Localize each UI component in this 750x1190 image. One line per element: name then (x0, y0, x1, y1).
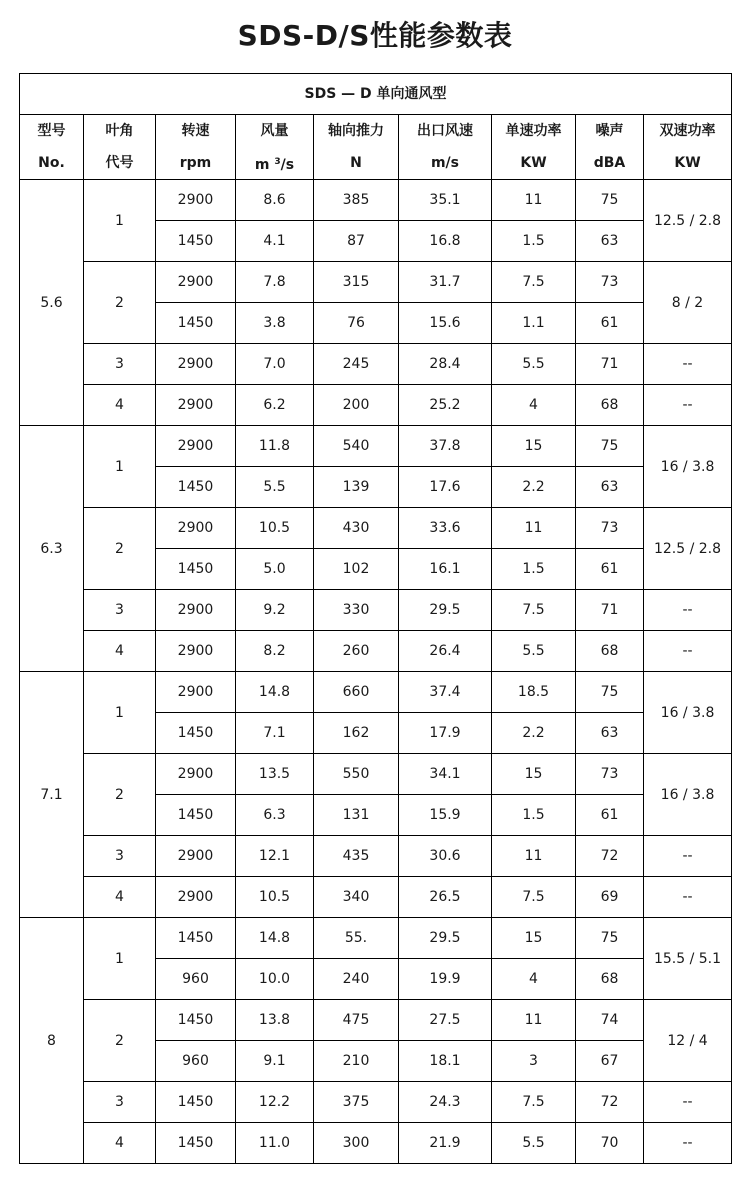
table-row (20, 754, 732, 795)
airflow-cell: 7.1 (236, 713, 314, 754)
outlet-velocity-cell: 26.5 (399, 877, 492, 918)
single-power-cell: 15 (492, 754, 576, 795)
thrust-cell: 245 (314, 344, 399, 385)
single-power-cell: 15 (492, 426, 576, 467)
table-row (20, 180, 732, 221)
single-power-cell: 7.5 (492, 877, 576, 918)
single-power-cell: 4 (492, 959, 576, 1000)
speed-cell: 2900 (156, 508, 236, 549)
thrust-cell: 162 (314, 713, 399, 754)
speed-cell: 960 (156, 959, 236, 1000)
outlet-velocity-cell: 26.4 (399, 631, 492, 672)
single-power-cell: 4 (492, 385, 576, 426)
speed-cell: 2900 (156, 754, 236, 795)
thrust-cell: 102 (314, 549, 399, 590)
noise-cell: 61 (576, 549, 644, 590)
single-power-cell: 2.2 (492, 713, 576, 754)
angle-code-cell: 3 (84, 1082, 156, 1123)
angle-code-cell: 4 (84, 631, 156, 672)
noise-cell: 68 (576, 385, 644, 426)
single-power-cell: 7.5 (492, 262, 576, 303)
speed-cell: 1450 (156, 303, 236, 344)
noise-cell: 71 (576, 590, 644, 631)
dual-power-cell: -- (644, 877, 732, 918)
speed-cell: 1450 (156, 1082, 236, 1123)
dual-power-cell: 16 / 3.8 (644, 426, 732, 508)
airflow-cell: 9.2 (236, 590, 314, 631)
speed-cell: 1450 (156, 467, 236, 508)
outlet-velocity-cell: 29.5 (399, 590, 492, 631)
airflow-cell: 14.8 (236, 672, 314, 713)
angle-code-cell: 2 (84, 754, 156, 836)
speed-cell: 2900 (156, 836, 236, 877)
airflow-cell: 11.8 (236, 426, 314, 467)
dual-power-cell: 8 / 2 (644, 262, 732, 344)
noise-cell: 73 (576, 508, 644, 549)
speed-cell: 2900 (156, 180, 236, 221)
airflow-cell: 14.8 (236, 918, 314, 959)
speed-cell: 960 (156, 1041, 236, 1082)
airflow-cell: 10.5 (236, 877, 314, 918)
single-power-cell: 3 (492, 1041, 576, 1082)
page-title: SDS-D/S性能参数表 (237, 19, 513, 52)
speed-cell: 2900 (156, 262, 236, 303)
noise-cell: 75 (576, 180, 644, 221)
performance-table (19, 73, 732, 1164)
noise-cell: 73 (576, 754, 644, 795)
noise-cell: 72 (576, 1082, 644, 1123)
thrust-cell: 435 (314, 836, 399, 877)
table-row (20, 672, 732, 713)
angle-code-cell: 4 (84, 877, 156, 918)
speed-cell: 2900 (156, 672, 236, 713)
noise-cell: 68 (576, 959, 644, 1000)
angle-code-cell: 1 (84, 672, 156, 754)
outlet-velocity-cell: 35.1 (399, 180, 492, 221)
table-row (20, 918, 732, 959)
noise-cell: 72 (576, 836, 644, 877)
noise-cell: 61 (576, 795, 644, 836)
dual-power-cell: 12.5 / 2.8 (644, 508, 732, 590)
airflow-cell: 7.8 (236, 262, 314, 303)
outlet-velocity-cell: 24.3 (399, 1082, 492, 1123)
outlet-velocity-cell: 31.7 (399, 262, 492, 303)
thrust-cell: 315 (314, 262, 399, 303)
outlet-velocity-cell: 34.1 (399, 754, 492, 795)
noise-cell: 75 (576, 672, 644, 713)
outlet-velocity-cell: 25.2 (399, 385, 492, 426)
outlet-velocity-cell: 33.6 (399, 508, 492, 549)
dual-power-cell: -- (644, 1082, 732, 1123)
table-row (20, 631, 732, 672)
table-row (20, 1082, 732, 1123)
header-cell: 噪声 (576, 115, 644, 148)
single-power-cell: 2.2 (492, 467, 576, 508)
outlet-velocity-cell: 37.8 (399, 426, 492, 467)
airflow-cell: 4.1 (236, 221, 314, 262)
header-unit-cell: KW (644, 147, 732, 180)
outlet-velocity-cell: 16.8 (399, 221, 492, 262)
table-row (20, 508, 732, 549)
model-cell: 5.6 (20, 180, 84, 426)
header-unit-cell: m/s (399, 147, 492, 180)
airflow-cell: 11.0 (236, 1123, 314, 1164)
thrust-cell: 210 (314, 1041, 399, 1082)
noise-cell: 69 (576, 877, 644, 918)
angle-code-cell: 3 (84, 344, 156, 385)
dual-power-cell: -- (644, 385, 732, 426)
noise-cell: 68 (576, 631, 644, 672)
table-row (20, 590, 732, 631)
thrust-cell: 76 (314, 303, 399, 344)
header-cell: 轴向推力 (314, 115, 399, 148)
dual-power-cell: 16 / 3.8 (644, 672, 732, 754)
single-power-cell: 1.1 (492, 303, 576, 344)
noise-cell: 75 (576, 426, 644, 467)
noise-cell: 71 (576, 344, 644, 385)
airflow-cell: 9.1 (236, 1041, 314, 1082)
outlet-velocity-cell: 16.1 (399, 549, 492, 590)
dual-power-cell: 16 / 3.8 (644, 754, 732, 836)
single-power-cell: 5.5 (492, 631, 576, 672)
header-cell: 型号 (20, 115, 84, 148)
header-cell: 转速 (156, 115, 236, 148)
outlet-velocity-cell: 28.4 (399, 344, 492, 385)
outlet-velocity-cell: 17.9 (399, 713, 492, 754)
outlet-velocity-cell: 17.6 (399, 467, 492, 508)
speed-cell: 2900 (156, 590, 236, 631)
single-power-cell: 18.5 (492, 672, 576, 713)
model-cell: 8 (20, 918, 84, 1164)
table-row (20, 262, 732, 303)
airflow-cell: 6.3 (236, 795, 314, 836)
speed-cell: 1450 (156, 549, 236, 590)
single-power-cell: 15 (492, 918, 576, 959)
angle-code-cell: 4 (84, 385, 156, 426)
noise-cell: 61 (576, 303, 644, 344)
angle-code-cell: 4 (84, 1123, 156, 1164)
header-unit-cell: dBA (576, 147, 644, 180)
airflow-cell: 5.5 (236, 467, 314, 508)
airflow-cell: 12.1 (236, 836, 314, 877)
noise-cell: 73 (576, 262, 644, 303)
outlet-velocity-cell: 29.5 (399, 918, 492, 959)
thrust-cell: 260 (314, 631, 399, 672)
angle-code-cell: 2 (84, 508, 156, 590)
single-power-cell: 7.5 (492, 1082, 576, 1123)
single-power-cell: 11 (492, 180, 576, 221)
dual-power-cell: 15.5 / 5.1 (644, 918, 732, 1000)
single-power-cell: 11 (492, 508, 576, 549)
header-unit-cell: 代号 (84, 147, 156, 180)
thrust-cell: 385 (314, 180, 399, 221)
thrust-cell: 240 (314, 959, 399, 1000)
speed-cell: 2900 (156, 877, 236, 918)
dual-power-cell: -- (644, 836, 732, 877)
table-row (20, 877, 732, 918)
speed-cell: 2900 (156, 344, 236, 385)
angle-code-cell: 1 (84, 426, 156, 508)
thrust-cell: 131 (314, 795, 399, 836)
outlet-velocity-cell: 18.1 (399, 1041, 492, 1082)
thrust-cell: 660 (314, 672, 399, 713)
header-unit-cell: N (314, 147, 399, 180)
table-row (20, 1123, 732, 1164)
header-unit-cell: KW (492, 147, 576, 180)
angle-code-cell: 3 (84, 836, 156, 877)
header-unit-cell: rpm (156, 147, 236, 180)
airflow-cell: 13.5 (236, 754, 314, 795)
airflow-cell: 10.5 (236, 508, 314, 549)
table-row (20, 344, 732, 385)
thrust-cell: 340 (314, 877, 399, 918)
noise-cell: 70 (576, 1123, 644, 1164)
single-power-cell: 1.5 (492, 221, 576, 262)
outlet-velocity-cell: 27.5 (399, 1000, 492, 1041)
angle-code-cell: 2 (84, 262, 156, 344)
outlet-velocity-cell: 15.9 (399, 795, 492, 836)
dual-power-cell: -- (644, 631, 732, 672)
dual-power-cell: -- (644, 1123, 732, 1164)
single-power-cell: 11 (492, 836, 576, 877)
speed-cell: 2900 (156, 426, 236, 467)
dual-power-cell: 12.5 / 2.8 (644, 180, 732, 262)
single-power-cell: 11 (492, 1000, 576, 1041)
single-power-cell: 1.5 (492, 549, 576, 590)
header-cell: 风量 (236, 115, 314, 148)
angle-code-cell: 3 (84, 590, 156, 631)
speed-cell: 2900 (156, 385, 236, 426)
speed-cell: 1450 (156, 795, 236, 836)
outlet-velocity-cell: 37.4 (399, 672, 492, 713)
speed-cell: 1450 (156, 713, 236, 754)
airflow-cell: 6.2 (236, 385, 314, 426)
speed-cell: 1450 (156, 1000, 236, 1041)
noise-cell: 63 (576, 467, 644, 508)
header-cell: 叶角 (84, 115, 156, 148)
airflow-cell: 13.8 (236, 1000, 314, 1041)
model-cell: 7.1 (20, 672, 84, 918)
table-subtitle: SDS — D 单向通风型 (20, 74, 732, 115)
noise-cell: 75 (576, 918, 644, 959)
thrust-cell: 330 (314, 590, 399, 631)
thrust-cell: 87 (314, 221, 399, 262)
dual-power-cell: -- (644, 344, 732, 385)
airflow-cell: 10.0 (236, 959, 314, 1000)
angle-code-cell: 2 (84, 1000, 156, 1082)
single-power-cell: 5.5 (492, 1123, 576, 1164)
table-row (20, 385, 732, 426)
speed-cell: 1450 (156, 918, 236, 959)
speed-cell: 1450 (156, 1123, 236, 1164)
thrust-cell: 139 (314, 467, 399, 508)
noise-cell: 63 (576, 221, 644, 262)
header-unit-cell: No. (20, 147, 84, 180)
thrust-cell: 55. (314, 918, 399, 959)
table-row (20, 426, 732, 467)
airflow-cell: 8.2 (236, 631, 314, 672)
dual-power-cell: -- (644, 590, 732, 631)
angle-code-cell: 1 (84, 918, 156, 1000)
noise-cell: 74 (576, 1000, 644, 1041)
single-power-cell: 5.5 (492, 344, 576, 385)
outlet-velocity-cell: 21.9 (399, 1123, 492, 1164)
single-power-cell: 7.5 (492, 590, 576, 631)
model-cell: 6.3 (20, 426, 84, 672)
outlet-velocity-cell: 30.6 (399, 836, 492, 877)
thrust-cell: 475 (314, 1000, 399, 1041)
noise-cell: 63 (576, 713, 644, 754)
table-row (20, 1000, 732, 1041)
dual-power-cell: 12 / 4 (644, 1000, 732, 1082)
thrust-cell: 200 (314, 385, 399, 426)
outlet-velocity-cell: 19.9 (399, 959, 492, 1000)
thrust-cell: 430 (314, 508, 399, 549)
thrust-cell: 300 (314, 1123, 399, 1164)
airflow-cell: 5.0 (236, 549, 314, 590)
noise-cell: 67 (576, 1041, 644, 1082)
airflow-cell: 8.6 (236, 180, 314, 221)
header-cell: 双速功率 (644, 115, 732, 148)
speed-cell: 1450 (156, 221, 236, 262)
header-cell: 出口风速 (399, 115, 492, 148)
airflow-cell: 3.8 (236, 303, 314, 344)
thrust-cell: 375 (314, 1082, 399, 1123)
single-power-cell: 1.5 (492, 795, 576, 836)
speed-cell: 2900 (156, 631, 236, 672)
thrust-cell: 550 (314, 754, 399, 795)
header-unit-cell: m $^3$/s (236, 147, 314, 180)
outlet-velocity-cell: 15.6 (399, 303, 492, 344)
airflow-cell: 7.0 (236, 344, 314, 385)
airflow-cell: 12.2 (236, 1082, 314, 1123)
table-row (20, 836, 732, 877)
angle-code-cell: 1 (84, 180, 156, 262)
header-cell: 单速功率 (492, 115, 576, 148)
thrust-cell: 540 (314, 426, 399, 467)
